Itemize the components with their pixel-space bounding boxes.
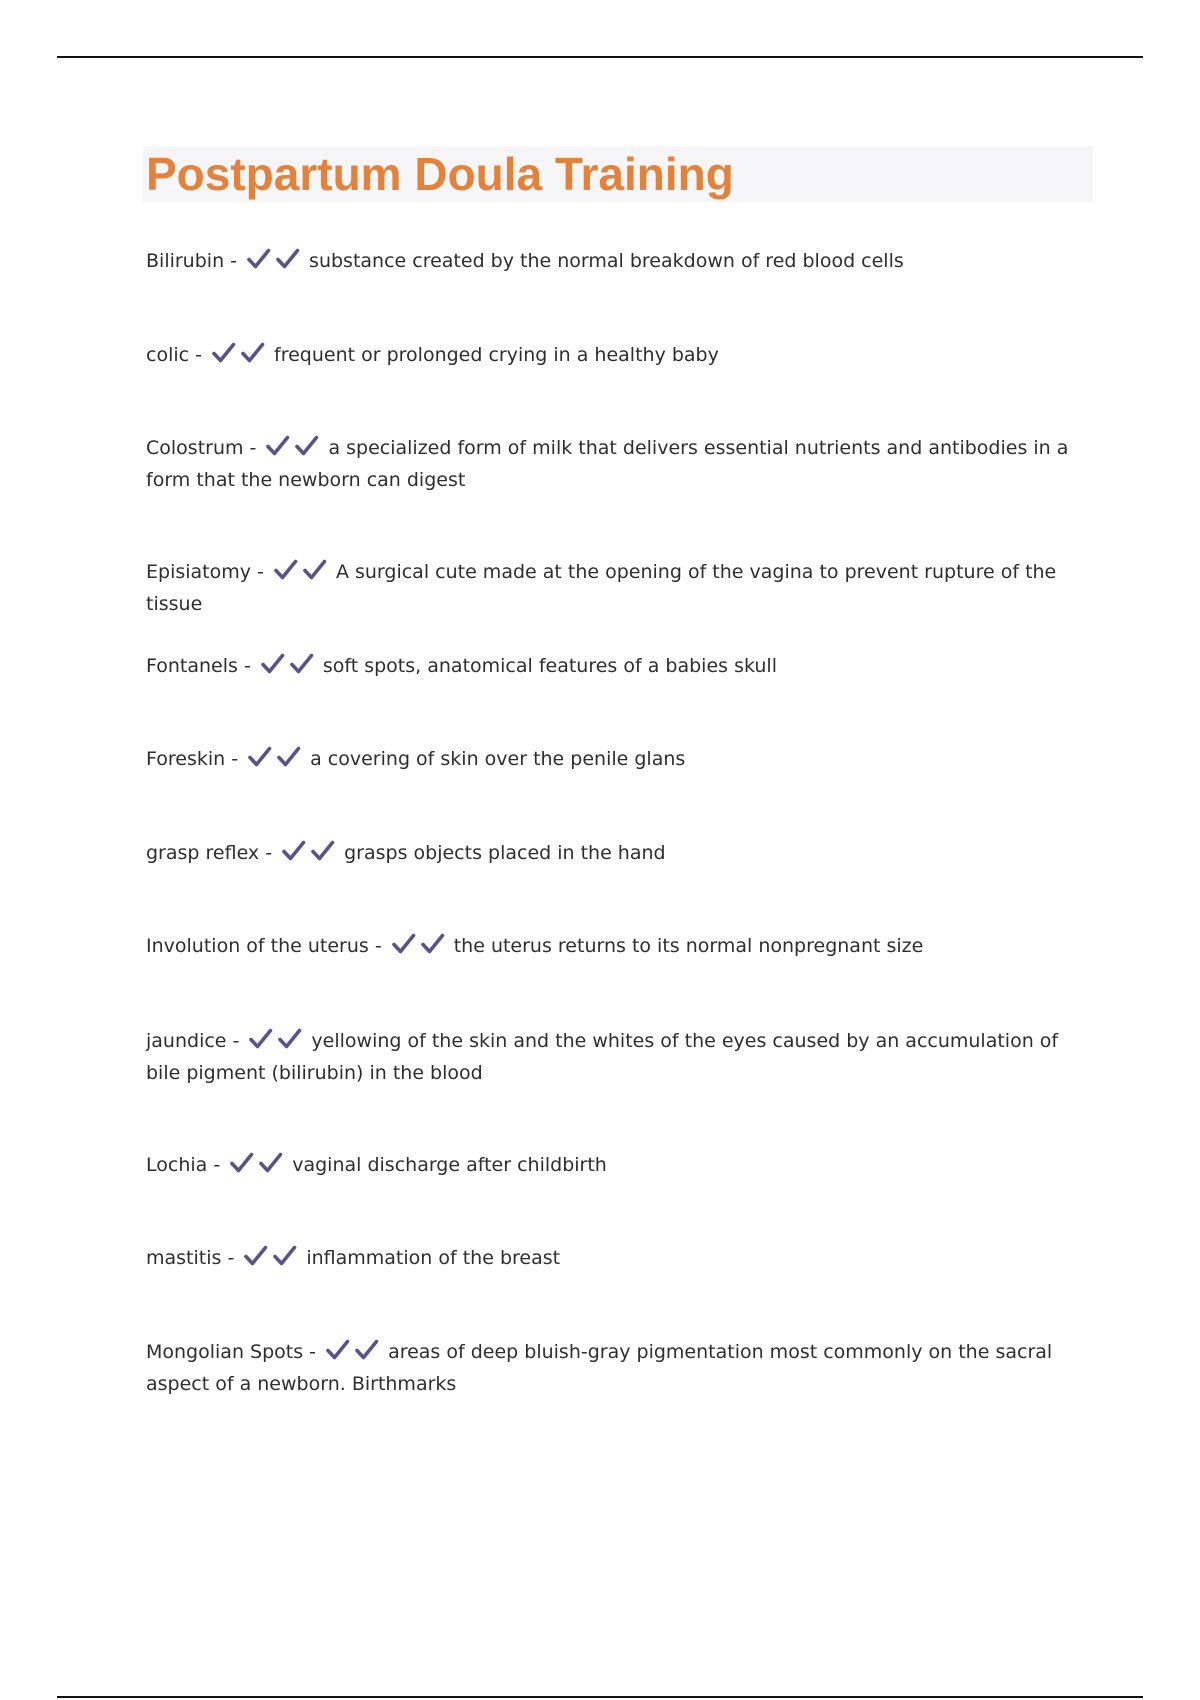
check-marks [212,342,270,373]
check-icon [392,933,416,955]
list-item [146,745,1086,777]
entry-separator: - [243,437,263,459]
check-marks [282,840,340,871]
entry-definition: A surgical cute made at the opening of the vagina to prevent rupture of the tissue [146,561,1057,615]
entry-term: grasp reflex [146,842,260,864]
entry-definition: grasps objects placed in the hand [344,842,666,864]
entry-definition: substance created by the normal breakdown of red blood cells [309,250,904,272]
list-item [146,839,1086,871]
check-marks [249,1028,307,1059]
entry-definition: soft spots, anatomical features of a babies skull [322,655,777,677]
list-item [146,1338,1086,1399]
check-marks [248,746,306,777]
check-icon [290,653,314,675]
check-marks [392,933,450,964]
check-icon [249,1028,273,1050]
check-icon [261,653,285,675]
check-marks [244,1245,302,1276]
list-item [146,652,1086,684]
entry-definition: areas of deep bluish-gray pigmentation most commonly on the sacral aspect of a newborn. Birthmarks [146,1341,1053,1395]
check-marks [266,435,324,466]
page-title: Postpartum Doula Training [146,148,734,200]
entry-separator: - [189,344,209,366]
check-marks [247,248,305,279]
check-icon [277,746,301,768]
entry-definition: a specialized form of milk that delivers essential nutrients and antibodies in a form that the newborn can digest [146,437,1069,491]
entry-term: Fontanels [146,655,238,677]
list-item [146,1151,1086,1183]
entry-term: colic [146,344,190,366]
entry-term: mastitis [146,1247,222,1269]
check-icon [303,559,327,581]
check-icon [326,1339,350,1361]
check-icon [247,248,271,270]
entry-definition: the uterus returns to its normal nonpregnant size [453,935,924,957]
check-icon [421,933,445,955]
entry-separator: - [303,1341,323,1363]
entry-definition: yellowing of the skin and the whites of the eyes caused by an accumulation of bile pigment (bilirubin) in the blood [146,1030,1059,1084]
entry-term: Lochia [146,1154,208,1176]
entry-separator: - [224,250,244,272]
entry-definition: vaginal discharge after childbirth [292,1154,607,1176]
list-item [146,434,1086,495]
check-marks [274,559,332,590]
check-icon [248,746,272,768]
list-item [146,1027,1086,1088]
entry-definition: frequent or prolonged crying in a healthy baby [274,344,719,366]
entry-separator: - [259,842,279,864]
check-icon [311,840,335,862]
entry-separator: - [368,935,388,957]
list-item [146,341,1086,373]
entry-separator: - [237,655,257,677]
entry-term: Mongolian Spots [146,1341,304,1363]
entry-separator: - [251,561,270,583]
entry-separator: - [207,1154,227,1176]
check-marks [230,1152,288,1183]
check-icon [259,1152,283,1174]
entry-separator: - [221,1247,241,1269]
entry-definition: a covering of skin over the penile glans [310,748,686,770]
check-icon [295,435,319,457]
entry-separator: - [225,748,245,770]
check-icon [244,1245,268,1267]
list-item [146,558,1086,619]
entry-separator: - [226,1030,246,1052]
entry-term: Involution of the uterus [146,935,369,957]
entry-term: Bilirubin [146,250,225,272]
top-rule [57,56,1143,58]
check-icon [241,342,265,364]
list-item [146,1244,1086,1276]
check-icon [273,1245,297,1267]
entry-term: Foreskin [146,748,226,770]
check-icon [276,248,300,270]
entry-term: jaundice [146,1030,227,1052]
entry-term: Episiatomy [146,561,251,583]
check-icon [278,1028,302,1050]
check-icon [212,342,236,364]
entry-definition: inflammation of the breast [306,1247,561,1269]
bottom-rule [57,1696,1143,1698]
entry-term: Colostrum [146,437,244,459]
check-icon [282,840,306,862]
list-item [146,247,1086,279]
check-icon [274,559,298,581]
check-icon [230,1152,254,1174]
list-item [146,932,1086,964]
check-icon [266,435,290,457]
check-marks [326,1339,384,1370]
check-marks [261,653,319,684]
check-icon [355,1339,379,1361]
